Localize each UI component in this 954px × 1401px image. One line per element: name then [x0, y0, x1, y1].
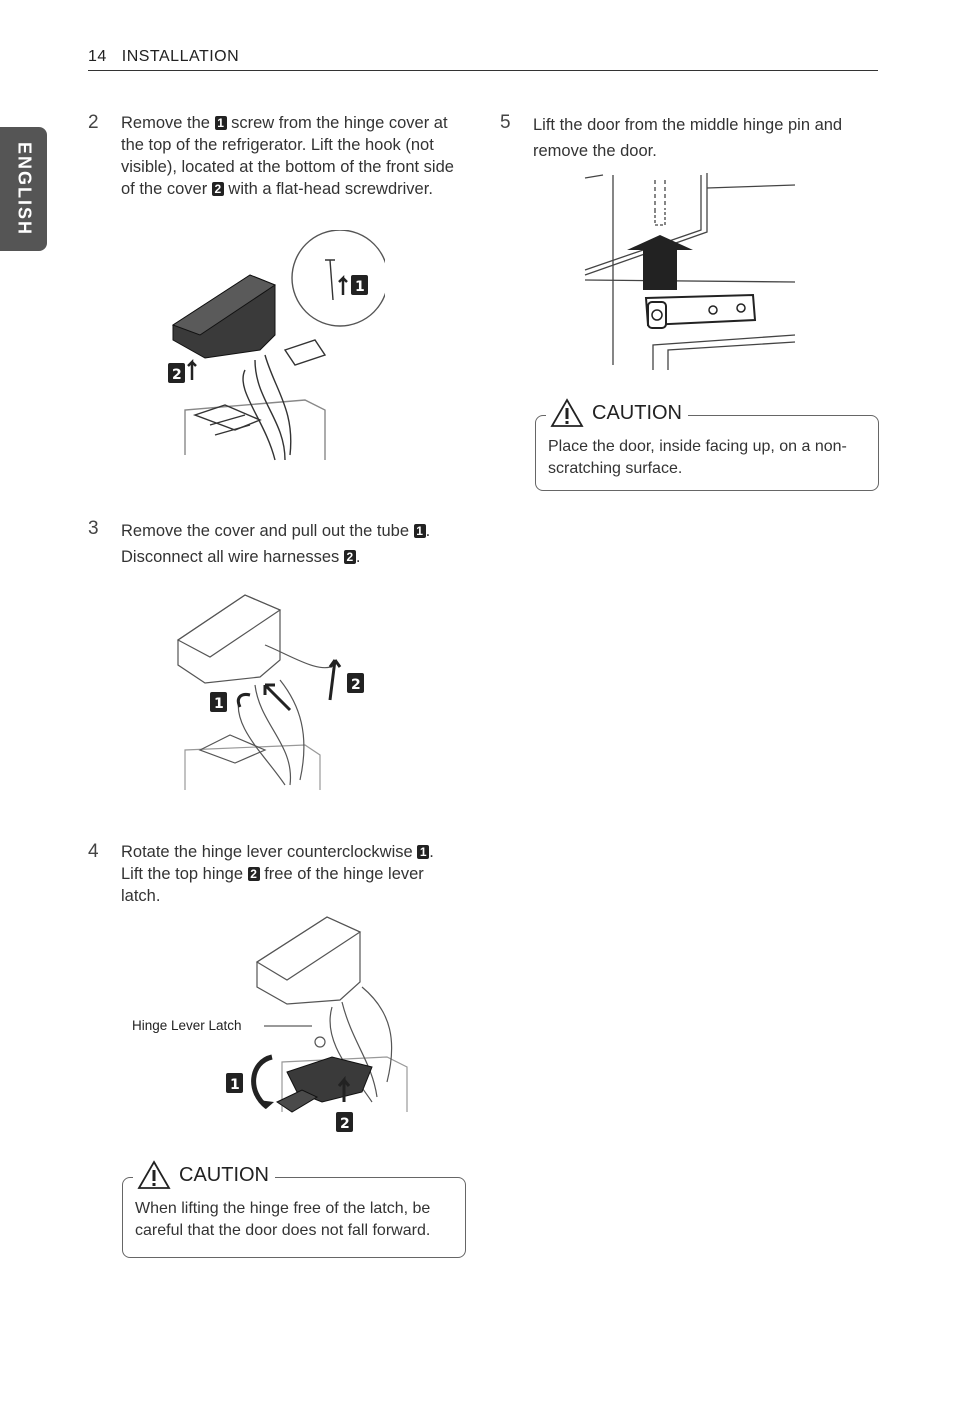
callout-badge: 2: [344, 550, 356, 564]
hinge-lever-latch-label: Hinge Lever Latch: [132, 1018, 242, 1033]
step-text: Rotate the hinge lever counterclockwise 1 . Lift the top hinge 2 free of the hinge lever latch.: [121, 843, 434, 905]
caution-box-latch: [122, 1163, 466, 1258]
hinge-cover-removal-illustration: [165, 230, 385, 470]
language-tab-label: ENGLISH: [14, 141, 34, 237]
callout-1: 1: [214, 696, 224, 712]
warning-icon: [550, 398, 584, 428]
step-number: 4: [88, 841, 99, 862]
door-lift-illustration: [583, 170, 803, 370]
callout-badge: 2: [212, 182, 224, 196]
caution-title: CAUTION: [546, 398, 688, 428]
caution-title: CAUTION: [133, 1160, 275, 1190]
callout-1: 1: [230, 1077, 240, 1093]
callout-2: 2: [351, 677, 361, 693]
hinge-lever-latch-illustration: [222, 912, 418, 1137]
language-tab: [0, 127, 47, 251]
callout-badge: 1: [215, 116, 227, 130]
caution-text: Place the door, inside facing up, on a non-scratching surface.: [548, 438, 847, 477]
step-number: 3: [88, 518, 99, 539]
page-header: [88, 48, 878, 71]
caution-text: When lifting the hinge free of the latch, be careful that the door does not fall forward.: [135, 1200, 431, 1239]
callout-2: 2: [340, 1116, 350, 1132]
callout-badge: 2: [248, 867, 260, 881]
step-number: 5: [500, 112, 511, 133]
step-number: 2: [88, 112, 99, 133]
step-text: Remove the 1 screw from the hinge cover at the top of the refrigerator. Lift the hook (not visible), located at the bottom of the front side of the cover 2 with a flat-head screwdriver.: [121, 114, 454, 198]
step-text: Remove the cover and pull out the tube 1 . Disconnect all wire harnesses 2 .: [121, 522, 431, 566]
tube-and-harness-illustration: [170, 585, 375, 795]
section-title: INSTALLATION: [121, 48, 240, 65]
callout-2: 2: [172, 367, 182, 383]
caution-box-door: [535, 401, 879, 491]
callout-1: 1: [355, 279, 365, 295]
callout-badge: 1: [417, 845, 429, 859]
step-text: Lift the door from the middle hinge pin and remove the door.: [533, 116, 843, 160]
warning-icon: [137, 1160, 171, 1190]
callout-badge: 1: [414, 524, 426, 538]
page-number: 14: [88, 48, 107, 65]
